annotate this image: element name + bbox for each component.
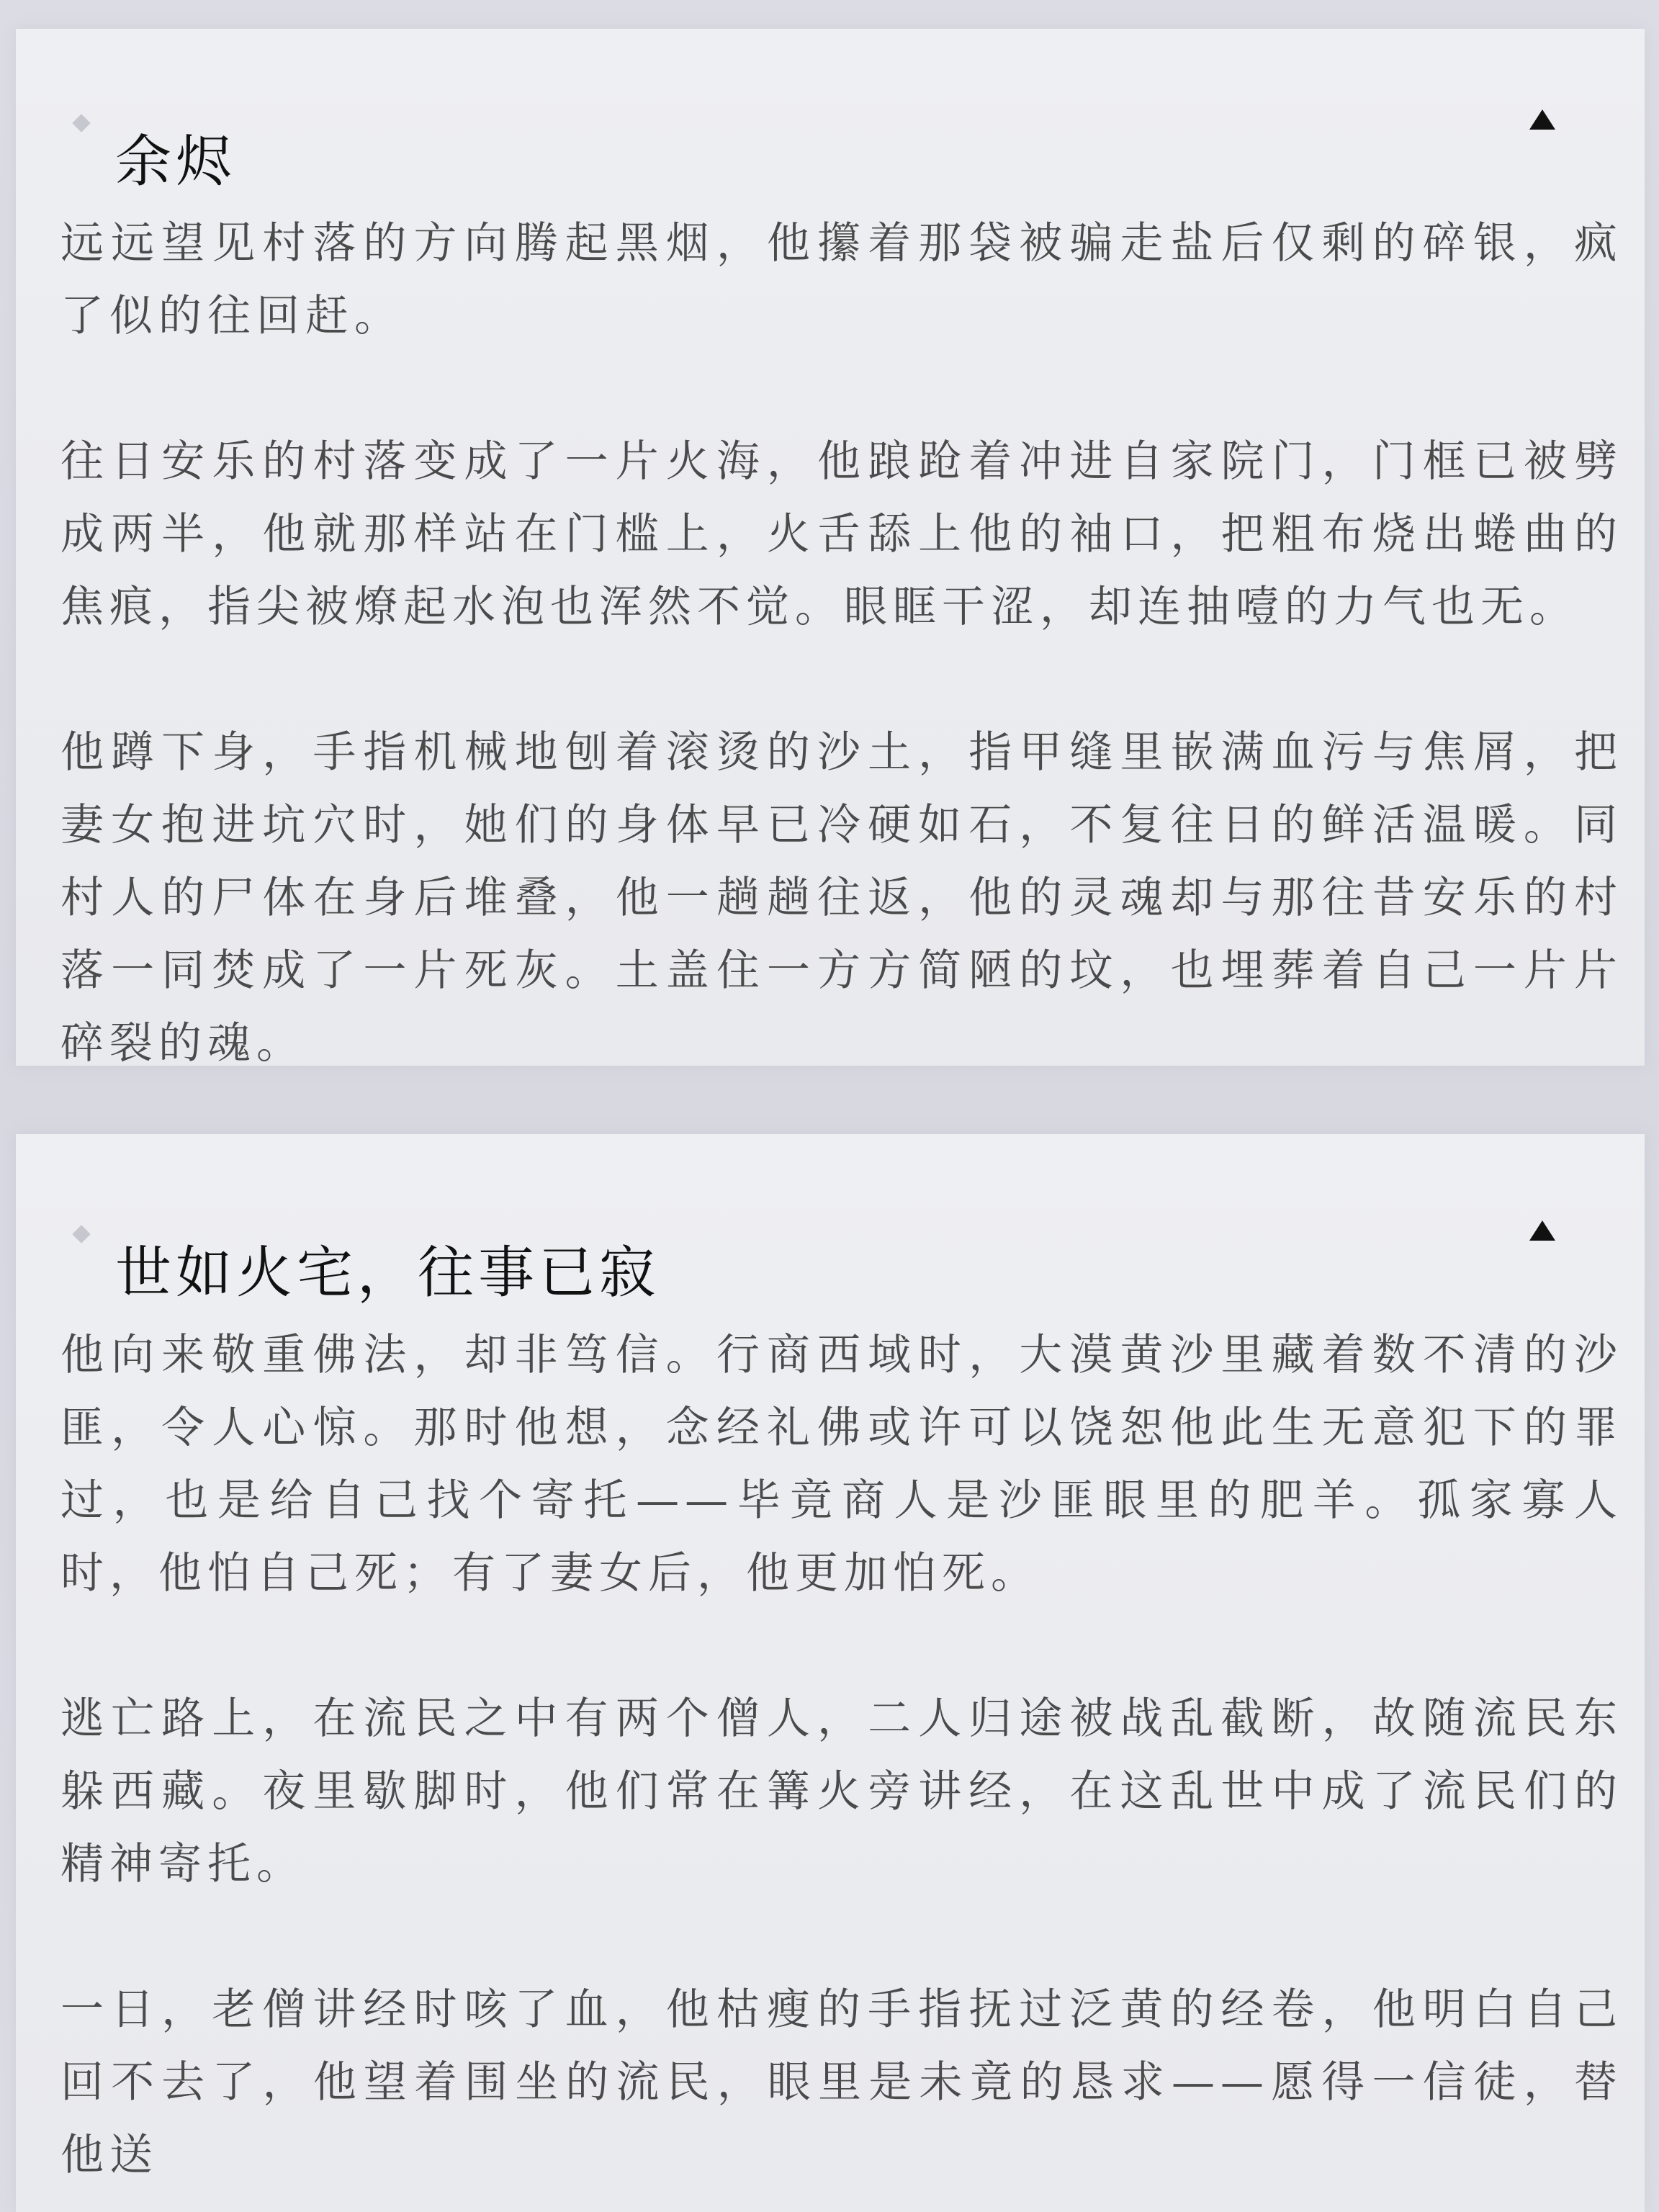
paragraph: 他向来敬重佛法，却非笃信。行商西域时，大漠黄沙里藏着数不清的沙匪，令人心惊。那时他想，念经礼佛或许可以饶恕他此生无意犯下的罪过，也是给自己找个寄托——毕竟商人是沙匪眼里的肥羊。孤家寡人时，他怕自己死；有了妻女后，他更加怕死。 xyxy=(60,1330,1623,1599)
card-header[interactable] xyxy=(16,29,1645,209)
paragraph: 远远望见村落的方向腾起黑烟，他攥着那袋被骗走盐后仅剩的碎银，疯了似的往回赶。 xyxy=(60,218,1623,341)
card-title: 余烬 xyxy=(115,129,237,194)
triangle-up-icon[interactable] xyxy=(1529,109,1555,130)
paragraph: 往日安乐的村落变成了一片火海，他踉跄着冲进自家院门，门框已被劈成两半，他就那样站在门槛上，火舌舔上他的袖口，把粗布烧出蜷曲的焦痕，指尖被燎起水泡也浑然不觉。眼眶干涩，却连抽噎的力气也无。 xyxy=(60,436,1623,632)
story-card-ember xyxy=(16,29,1645,1069)
paragraph: 一日，老僧讲经时咳了血，他枯瘦的手指抚过泛黄的经卷，他明白自己回不去了，他望着围坐的流民，眼里是未竟的恳求——愿得一信徒，替他送 xyxy=(60,1984,1623,2180)
paragraph: 逃亡路上，在流民之中有两个僧人，二人归途被战乱截断，故随流民东躲西藏。夜里歇脚时，他们常在篝火旁讲经，在这乱世中成了流民们的精神寄托。 xyxy=(60,1694,1623,1889)
triangle-up-icon[interactable] xyxy=(1529,1220,1555,1241)
story-card-burning-house xyxy=(16,1134,1645,2212)
card-title: 世如火宅，往事已寂 xyxy=(115,1240,660,1305)
card-header[interactable] xyxy=(16,1134,1645,1314)
card-body xyxy=(60,207,1623,1080)
diamond-bullet-icon xyxy=(72,1225,90,1243)
diamond-bullet-icon xyxy=(72,114,90,132)
card-body xyxy=(60,1319,1623,2192)
paragraph: 他蹲下身，手指机械地刨着滚烫的沙土，指甲缝里嵌满血污与焦屑，把妻女抱进坑穴时，她们的身体早已冷硬如石，不复往日的鲜活温暖。同村人的尸体在身后堆叠，他一趟趟往返，他的灵魂却与那往昔安乐的村落一同焚成了一片死灰。土盖住一方方简陋的坟，也埋葬着自己一片片碎裂的魂。 xyxy=(60,727,1623,1069)
